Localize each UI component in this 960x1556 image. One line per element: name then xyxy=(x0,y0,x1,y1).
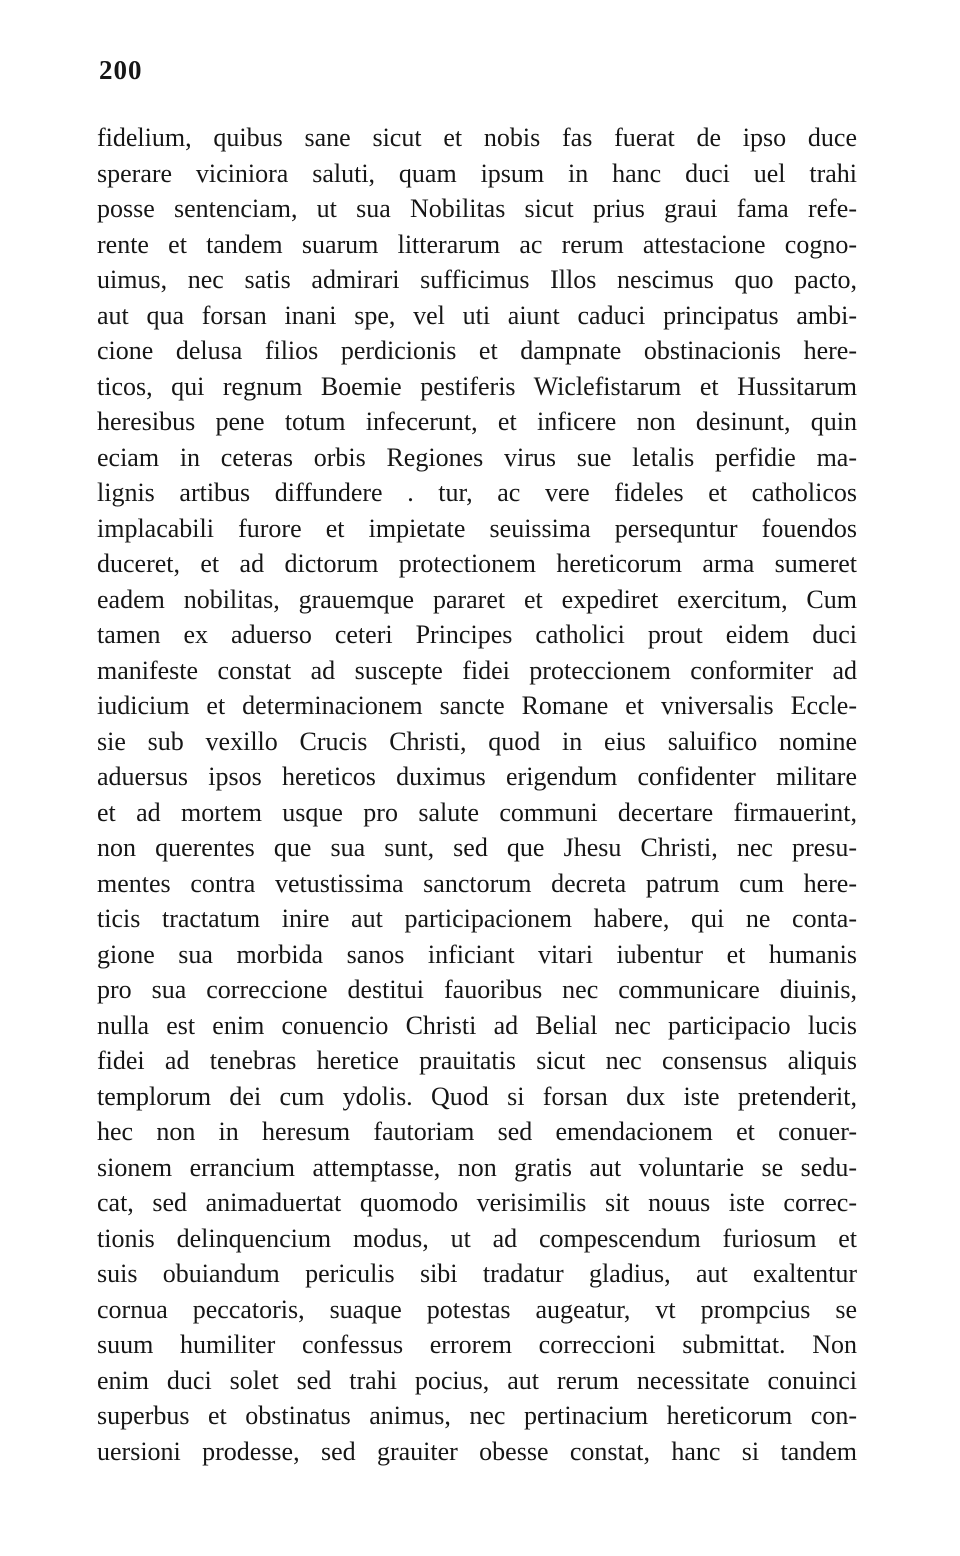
text-line: sperare viciniora saluti, quam ipsum in hanc duci uel trahi xyxy=(97,158,857,188)
text-line: hec non in heresum fautoriam sed emendacionem et conuer- xyxy=(97,1117,857,1146)
text-line: suis obuiandum periculis sibi tradatur gladius, aut exaltentur xyxy=(97,1259,857,1288)
text-line: superbus et obstinatus animus, nec pertinacium hereticorum con- xyxy=(97,1401,857,1430)
text-line: cornua peccatoris, suaque potestas augeatur, vt prompcius se xyxy=(97,1294,857,1324)
text-line: templorum dei cum ydolis. Quod si forsan dux iste pretenderit, xyxy=(97,1081,857,1111)
text-line: rente et tandem suarum litterarum ac rerum attestacione cogno- xyxy=(97,229,857,259)
text-line: ticos, qui regnum Boemie pestiferis Wiclefistarum et Hussitarum xyxy=(97,371,857,401)
text-line: iudicium et determinacionem sancte Romane et vniversalis Eccle- xyxy=(97,691,857,720)
text-line: eadem nobilitas, grauemque pararet et expediret exercitum, Cum xyxy=(97,584,857,614)
text-line: uimus, nec satis admirari sufficimus Illos nescimus quo pacto, xyxy=(97,265,857,294)
text-line: eciam in ceteras orbis Regiones virus sue letalis perfidie ma- xyxy=(97,442,857,472)
text-line: sie sub vexillo Crucis Christi, quod in eius saluifico nomine xyxy=(97,726,857,756)
text-line: uersioni prodesse, sed grauiter obesse constat, hanc si tandem xyxy=(97,1436,857,1466)
text-line: mentes contra vetustissima sanctorum decreta patrum cum here- xyxy=(97,868,857,898)
text-line: posse sentenciam, ut sua Nobilitas sicut prius graui fama refe- xyxy=(97,194,857,223)
text-line: aut qua forsan inani spe, vel uti aiunt caduci principatus ambi- xyxy=(97,300,857,330)
text-line: non querentes que sua sunt, sed que Jhesu Christi, nec presu- xyxy=(97,833,857,862)
text-line: et ad mortem usque pro salute communi decertare firmauerint, xyxy=(97,797,857,827)
text-line: ticis tractatum inire aut participacionem habere, qui ne conta- xyxy=(97,904,857,933)
body-text xyxy=(97,120,857,1469)
text-line: fidei ad tenebras heretice prauitatis sicut nec consensus aliquis xyxy=(97,1046,857,1075)
text-line: pro sua correccione destitui fauoribus nec communicare diuinis, xyxy=(97,975,857,1004)
text-line: heresibus pene totum infecerunt, et inficere non desinunt, quin xyxy=(97,407,857,436)
text-line: gione sua morbida sanos inficiant vitari iubentur et humanis xyxy=(97,939,857,969)
text-line: cat, sed animaduertat quomodo verisimilis sit nouus iste correc- xyxy=(97,1188,857,1217)
text-line: tamen ex aduerso ceteri Principes catholici prout eidem duci xyxy=(97,620,857,649)
text-line: nulla est enim conuencio Christi ad Belial nec participacio lucis xyxy=(97,1010,857,1040)
text-line: duceret, et ad dictorum protectionem hereticorum arma sumeret xyxy=(97,549,857,578)
text-line: enim duci solet sed trahi pocius, aut rerum necessitate conuinci xyxy=(97,1365,857,1395)
text-line: suum humiliter confessus errorem correccioni submittat. Non xyxy=(97,1330,857,1359)
text-line: lignis artibus diffundere . tur, ac vere fideles et catholicos xyxy=(97,478,857,507)
text-line: sionem errancium attemptasse, non gratis aut voluntarie se sedu- xyxy=(97,1152,857,1182)
text-line: aduersus ipsos hereticos duximus erigendum confidenter militare xyxy=(97,762,857,791)
page-number: 200 xyxy=(99,55,143,85)
text-line: cione delusa filios perdicionis et dampnate obstinacionis here- xyxy=(97,336,857,365)
text-line: manifeste constat ad suscepte fidei proteccionem conformiter ad xyxy=(97,655,857,685)
text-line: tionis delinquencium modus, ut ad compescendum furiosum et xyxy=(97,1223,857,1253)
text-line: implacabili furore et impietate seuissima persequntur fouendos xyxy=(97,513,857,543)
text-line: fidelium, quibus sane sicut et nobis fas fuerat de ipso duce xyxy=(97,123,857,152)
